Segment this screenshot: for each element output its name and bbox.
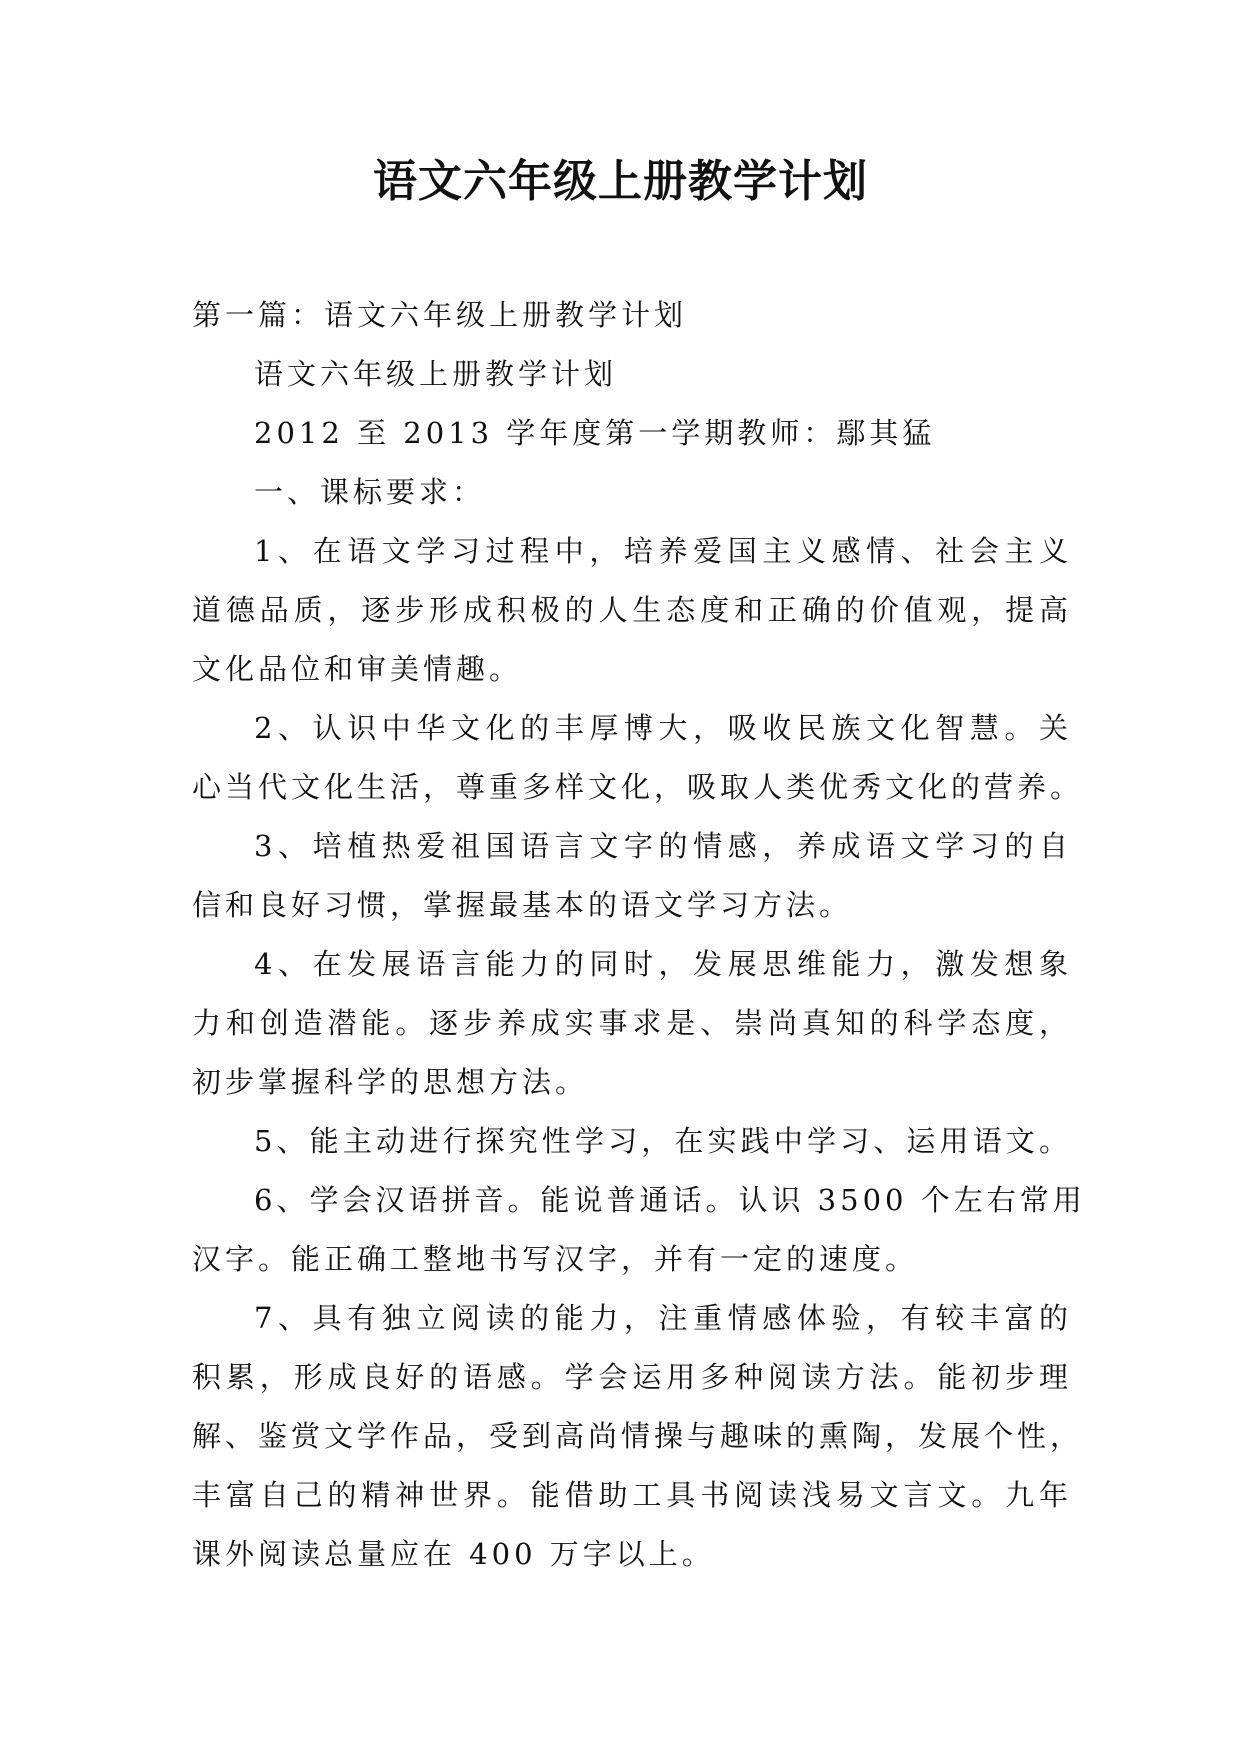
paragraph-line: 积累，形成良好的语感。学会运用多种阅读方法。能初步理 [192, 1360, 1072, 1394]
paragraph-line: 初步掌握科学的思想方法。 [192, 1065, 589, 1099]
subtitle: 语文六年级上册教学计划 [254, 357, 618, 391]
part-heading: 一、课标要求： [254, 475, 486, 509]
paragraph-line: 1、在语文学习过程中，培养爱国主义感情、社会主义 [254, 534, 1072, 568]
paragraph-line: 4、在发展语言能力的同时，发展思维能力，激发想象 [254, 947, 1072, 981]
paragraph-line: 6、学会汉语拼音。能说普通话。认识 3500 个左右常用 [254, 1183, 1086, 1217]
document-title: 语文六年级上册教学计划 [373, 156, 868, 207]
paragraph-line: 课外阅读总量应在 400 万字以上。 [192, 1537, 715, 1571]
paragraph-line: 3、培植热爱祖国语言文字的情感，养成语文学习的自 [254, 829, 1072, 863]
paragraph-line: 2、认识中华文化的丰厚博大，吸收民族文化智慧。关 [254, 711, 1072, 745]
section-heading: 第一篇：语文六年级上册教学计划 [192, 298, 688, 332]
paragraph-line: 信和良好习惯，掌握最基本的语文学习方法。 [192, 888, 853, 922]
paragraph-line: 文化品位和审美情趣。 [192, 652, 523, 686]
paragraph-line: 丰富自己的精神世界。能借助工具书阅读浅易文言文。九年 [192, 1478, 1072, 1512]
document-body [192, 286, 1086, 1584]
term-teacher-line: 2012 至 2013 学年度第一学期教师：鄢其猛 [254, 416, 936, 450]
paragraph-line: 心当代文化生活，尊重多样文化，吸取人类优秀文化的营养。 [192, 770, 1084, 804]
paragraph-line: 力和创造潜能。逐步养成实事求是、崇尚真知的科学态度， [192, 1006, 1072, 1040]
paragraph-line: 7、具有独立阅读的能力，注重情感体验，有较丰富的 [254, 1301, 1072, 1335]
paragraph-line: 解、鉴赏文学作品，受到高尚情操与趣味的熏陶，发展个性， [192, 1419, 1084, 1453]
paragraph-line: 5、能主动进行探究性学习，在实践中学习、运用语文。 [254, 1124, 1072, 1158]
paragraph-line: 汉字。能正确工整地书写汉字，并有一定的速度。 [192, 1242, 919, 1276]
paragraph-line: 道德品质，逐步形成积极的人生态度和正确的价值观，提高 [192, 593, 1072, 627]
